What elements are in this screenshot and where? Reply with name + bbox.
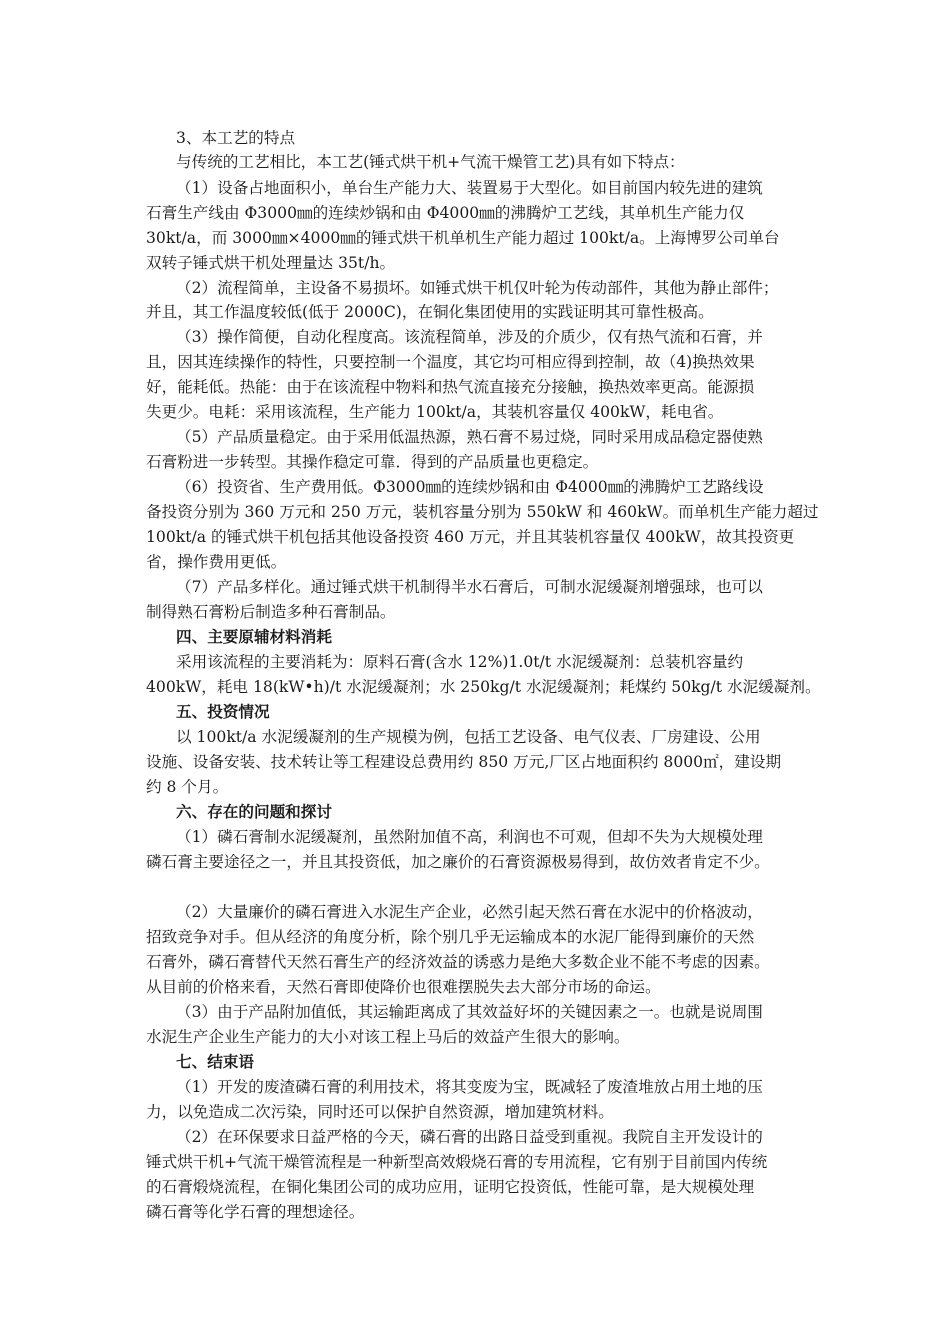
paragraph-line: （2）在环保要求日益严格的今天，磷石膏的出路日益受到重视。我院自主开发设计的 bbox=[176, 1128, 763, 1146]
section-heading: 3、本工艺的特点 bbox=[176, 129, 296, 147]
paragraph-line: 水泥生产企业生产能力的大小对该工程上马后的效益产生很大的影响。 bbox=[146, 1028, 630, 1046]
paragraph-line: 石膏生产线由 Φ3000㎜的连续炒锅和由 Φ4000㎜的沸腾炉工艺线，其单机生产能力仅 bbox=[146, 204, 745, 222]
paragraph-line: 并且，其工作温度较低(低于 2000C)，在铜化集团使用的实践证明其可靠性极高。 bbox=[146, 303, 714, 321]
paragraph-line: （2）大量廉价的磷石膏进入水泥生产企业，必然引起天然石膏在水泥中的价格波动， bbox=[176, 903, 763, 921]
paragraph-line: 30kt/a，而 3000㎜×4000㎜的锤式烘干机单机生产能力超过 100kt/a。上海博罗公司单台 bbox=[146, 229, 780, 247]
section-heading: 七、结束语 bbox=[176, 1052, 254, 1071]
paragraph-line: 石膏粉进一步转型。其操作稳定可靠．得到的产品质量也更稳定。 bbox=[146, 453, 599, 471]
paragraph-line: 磷石膏等化学石膏的理想途径。 bbox=[146, 1203, 365, 1221]
paragraph-line: 锤式烘干机+气流干燥管流程是一种新型高效煅烧石膏的专用流程，它有别于目前国内传统 bbox=[146, 1153, 768, 1171]
paragraph-line: 招致竞争对手。但从经济的角度分析，除个别几乎无运输成本的水泥厂能得到廉价的天然 bbox=[146, 928, 755, 946]
paragraph-line: 双转子锤式烘干机处理量达 35t/h。 bbox=[146, 254, 396, 272]
paragraph-line: 约 8 个月。 bbox=[146, 778, 229, 796]
paragraph-line: （1）设备占地面积小，单台生产能力大、装置易于大型化。如目前国内较先进的建筑 bbox=[176, 179, 763, 197]
paragraph-line: （6）投资省、生产费用低。Φ3000㎜的连续炒锅和由 Φ4000㎜的沸腾炉工艺路线设 bbox=[176, 478, 764, 496]
section-heading: 五、投资情况 bbox=[176, 702, 270, 721]
paragraph-line: （1）磷石膏制水泥缓凝剂，虽然附加值不高，利润也不可观，但却不失为大规模处理 bbox=[176, 828, 763, 846]
paragraph-line: 从目前的价格来看，天然石膏即使降价也很难摆脱失去大部分市场的命运。 bbox=[146, 978, 661, 996]
paragraph-line: （5）产品质量稳定。由于采用低温热源，熟石膏不易过烧，同时采用成品稳定器使熟 bbox=[176, 428, 763, 446]
paragraph-line: 100kt/a 的锤式烘干机包括其他设备投资 460 万元，并且其装机容量仅 400kW，故其投资更 bbox=[146, 528, 795, 546]
paragraph-line: 制得熟石膏粉后制造多种石膏制品。 bbox=[146, 603, 396, 621]
paragraph-line: 失更少。电耗：采用该流程，生产能力 100kt/a，其装机容量仅 400kW，耗电省。 bbox=[146, 403, 724, 421]
paragraph-line: 400kW，耗电 18(kW•h)/t 水泥缓凝剂；水 250kg/t 水泥缓凝剂；耗煤约 50kg/t 水泥缓凝剂。 bbox=[146, 678, 821, 696]
paragraph-line: 好，能耗低。热能：由于在该流程中物料和热气流直接充分接触，换热效率更高。能源损 bbox=[146, 378, 755, 396]
paragraph-line: （3）操作简便，自动化程度高。该流程简单，涉及的介质少，仅有热气流和石膏，并 bbox=[176, 328, 763, 346]
section-heading: 四、主要原辅材料消耗 bbox=[176, 627, 332, 646]
paragraph-line: （3）由于产品附加值低，其运输距离成了其效益好坏的关键因素之一。也就是说周围 bbox=[176, 1003, 763, 1021]
paragraph-line: 石膏外，磷石膏替代天然石膏生产的经济效益的诱惑力是绝大多数企业不能不考虑的因素。 bbox=[146, 953, 770, 971]
paragraph-line: （7）产品多样化。通过锤式烘干机制得半水石膏后，可制水泥缓凝剂增强球，也可以 bbox=[176, 578, 763, 596]
paragraph-line: （1）开发的废渣磷石膏的利用技术，将其变废为宝，既减轻了废渣堆放占用土地的压 bbox=[176, 1078, 763, 1096]
paragraph-line: 且，因其连续操作的特性，只要控制一个温度，其它均可相应得到控制，故（4)换热效果 bbox=[146, 353, 755, 371]
paragraph-line: 力，以免造成二次污染，同时还可以保护自然资源，增加建筑材料。 bbox=[146, 1103, 614, 1121]
paragraph-line: 与传统的工艺相比，本工艺(锤式烘干机+气流干燥管工艺)具有如下特点： bbox=[176, 153, 685, 171]
paragraph-line: 设施、设备安装、技术转让等工程建设总费用约 850 万元,厂区占地面积约 8000㎡，建设期 bbox=[146, 753, 782, 771]
paragraph-line: 备投资分别为 360 万元和 250 万元，装机容量分别为 550kW 和 460kW。而单机生产能力超过 bbox=[146, 503, 819, 521]
paragraph-line: 磷石膏主要途径之一，并且其投资低，加之廉价的石膏资源极易得到，故仿效者肯定不少。 bbox=[146, 853, 770, 871]
section-heading: 六、存在的问题和探讨 bbox=[176, 802, 332, 821]
paragraph-line: 以 100kt/a 水泥缓凝剂的生产规模为例，包括工艺设备、电气仪表、厂房建设、公用 bbox=[176, 728, 761, 746]
paragraph-line: 采用该流程的主要消耗为：原料石膏(含水 12%)1.0t/t 水泥缓凝剂：总装机容量约 bbox=[176, 653, 744, 671]
paragraph-line: 的石膏煅烧流程，在铜化集团公司的成功应用，证明它投资低，性能可靠，是大规模处理 bbox=[146, 1178, 755, 1196]
paragraph-line: （2）流程简单，主设备不易损坏。如锤式烘干机仅叶轮为传动部件，其他为静止部件； bbox=[176, 279, 779, 297]
paragraph-line: 省，操作费用更低。 bbox=[146, 553, 287, 571]
